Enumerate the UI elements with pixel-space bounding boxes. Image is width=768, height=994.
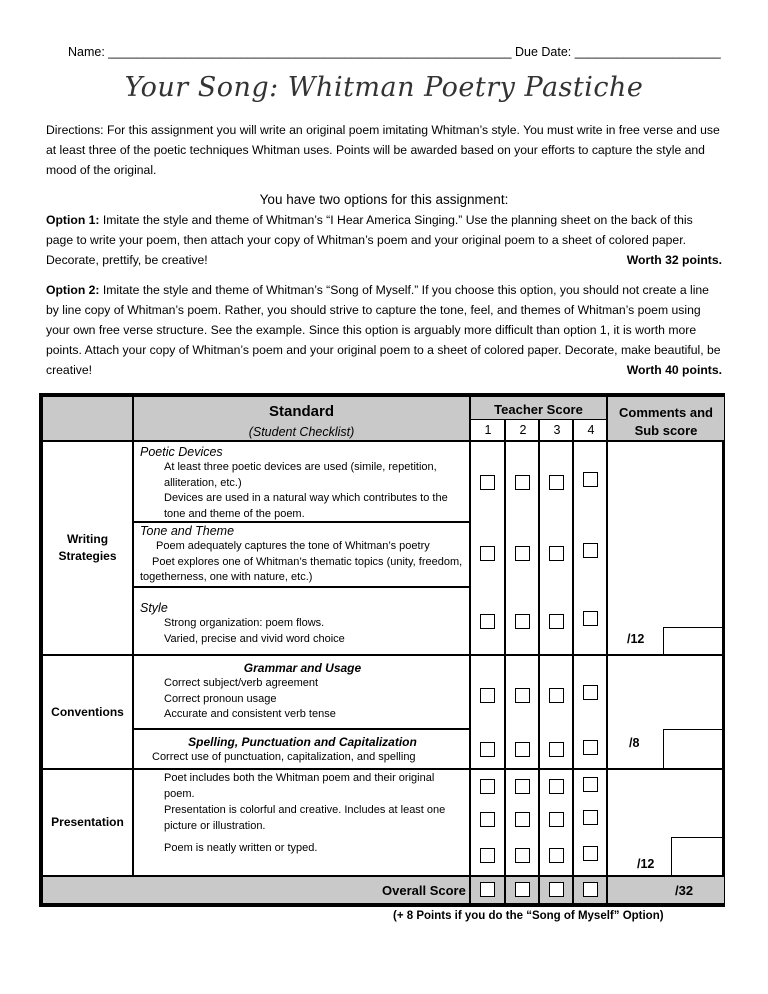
checkbox[interactable] (549, 688, 564, 703)
writing-comments (607, 441, 725, 655)
checkbox[interactable] (515, 882, 530, 897)
checkbox[interactable] (549, 475, 564, 490)
overall-score: /32 (675, 883, 694, 898)
score-col-2: 2 (505, 419, 539, 441)
checkbox[interactable] (549, 882, 564, 897)
name-label: Name: __________________________________________________________ (68, 45, 512, 59)
checkbox[interactable] (480, 848, 495, 863)
writing-strategies-label: Writing Strategies (42, 441, 133, 655)
list-item: Poem is neatly written or typed. (164, 842, 318, 854)
list-item: Correct use of punctuation, capitalization, and spelling (152, 751, 416, 763)
checkbox[interactable] (480, 614, 495, 629)
list-item: Poet includes both the Whitman poem and their original poem. (164, 772, 435, 800)
checkbox[interactable] (515, 688, 530, 703)
checkbox[interactable] (583, 810, 598, 825)
checkbox[interactable] (480, 779, 495, 794)
presentation-cell (133, 769, 470, 876)
checkbox[interactable] (583, 882, 598, 897)
option-1-lead: Option 1: (46, 213, 100, 227)
directions: Directions: For this assignment you will write an original poem imitating Whitman’s style. You must write in free verse and use at least three of the poetic techniques Whitman uses. Points will be awarded based on your efforts to capture the style and mood of the original. (46, 123, 720, 177)
list-item: Poem adequately captures the tone of Whitman’s poetry (156, 540, 430, 552)
option-1 (46, 210, 722, 270)
spelling-cell (133, 729, 470, 769)
checkbox[interactable] (549, 614, 564, 629)
checkbox[interactable] (480, 742, 495, 757)
style-title: Style (140, 601, 168, 615)
option-2-text: Imitate the style and theme of Whitman’s “Song of Myself.” If you choose this option, you should not create a line by line copy of Whitman’s poem. Rather, you should strive to capture the tone, feel, and themes of Whitman’s poem using your own free verse structure. See the example. Since this option is arguably more difficult than option 1, it is worth more points. Attach your copy of Whitman’s poem and your original poem to a sheet of colored paper. Decorate, make beautiful, be creative! (46, 283, 721, 377)
list-item: Presentation is colorful and creative. Includes at least one picture or illustration. (164, 804, 446, 832)
checkbox[interactable] (583, 777, 598, 792)
standard-title: Standard (268, 403, 334, 420)
checkbox[interactable] (515, 779, 530, 794)
rubric-table (39, 393, 725, 907)
checkbox[interactable] (480, 688, 495, 703)
presentation-score: /12 (637, 857, 655, 871)
checkbox[interactable] (480, 475, 495, 490)
checkbox[interactable] (515, 546, 530, 561)
checkbox[interactable] (549, 848, 564, 863)
checkbox[interactable] (480, 546, 495, 561)
score-col-3: 3 (539, 419, 573, 441)
list-item: Correct pronoun usage (164, 692, 277, 705)
grammar-title: Grammar and Usage (243, 661, 362, 675)
checkbox[interactable] (480, 812, 495, 827)
checkbox[interactable] (583, 472, 598, 487)
conventions-subscore-box (663, 729, 725, 769)
checkbox[interactable] (549, 812, 564, 827)
writing-subscore-box (663, 627, 725, 655)
due-date-label: Due Date: _____________________ (514, 45, 721, 59)
score-col-1: 1 (470, 419, 505, 441)
conventions-label: Conventions (42, 655, 133, 769)
overall-label: Overall Score (382, 883, 466, 898)
checkbox[interactable] (480, 882, 495, 897)
comments-title: Comments and Sub score (619, 405, 713, 438)
checkbox[interactable] (549, 742, 564, 757)
checkbox[interactable] (583, 846, 598, 861)
checkbox[interactable] (583, 543, 598, 558)
checkbox[interactable] (515, 614, 530, 629)
list-item: Correct subject/verb agreement (164, 677, 319, 689)
teacher-score-title: Teacher Score (494, 402, 583, 417)
option-2-lead: Option 2: (46, 283, 100, 297)
list-item: Accurate and consistent verb tense (164, 708, 336, 720)
bonus-footnote: (+ 8 Points if you do the “Song of Myself” Option) (393, 910, 664, 922)
tone-theme-title: Tone and Theme (140, 524, 235, 538)
presentation-label: Presentation (42, 769, 133, 876)
list-item: At least three poetic devices are used (simile, repetition, alliteration, etc.) (164, 461, 437, 489)
poetic-devices-title: Poetic Devices (140, 445, 223, 459)
option-1-worth: Worth 32 points. (626, 253, 722, 267)
option-2-worth: Worth 40 points. (626, 363, 722, 377)
list-item: Devices are used in a natural way which contributes to the tone and theme of the poem. (164, 492, 448, 520)
list-item: Poet explores one of Whitman’s thematic topics (unity, freedom, togetherness, one with nature, etc.) (140, 555, 463, 583)
score-col-4: 4 (573, 419, 607, 441)
checkbox[interactable] (549, 779, 564, 794)
options-heading: You have two options for this assignment: (259, 192, 509, 207)
checkbox[interactable] (515, 848, 530, 863)
poetic-devices-cell (133, 441, 470, 522)
list-item: Varied, precise and vivid word choice (164, 632, 345, 645)
presentation-subscore-box (671, 837, 725, 876)
rubric-corner (42, 396, 133, 441)
comments-header (607, 396, 725, 441)
list-item: Strong organization: poem flows. (164, 617, 325, 629)
page-title: Your Song: Whitman Poetry Pastiche (124, 72, 644, 103)
checkbox[interactable] (549, 546, 564, 561)
writing-score: /12 (627, 632, 645, 646)
style-cell (133, 587, 470, 655)
checkbox[interactable] (515, 742, 530, 757)
checkbox[interactable] (583, 685, 598, 700)
spelling-title: Spelling, Punctuation and Capitalization (188, 735, 417, 749)
tone-theme-cell (133, 522, 470, 587)
standard-subtitle: (Student Checklist) (248, 425, 355, 439)
standard-header (133, 396, 470, 441)
option-1-text: Imitate the style and theme of Whitman’s “I Hear America Singing.” Use the planning sheet on the back of this page to write your poem, then attach your copy of Whitman’s poem and your original poem to a sheet of colored paper. Decorate, prettify, be creative! (46, 213, 693, 267)
grammar-cell (133, 655, 470, 729)
checkbox[interactable] (515, 812, 530, 827)
checkbox[interactable] (515, 475, 530, 490)
conventions-score: /8 (629, 736, 640, 750)
name-due-line (68, 45, 721, 59)
checkbox[interactable] (583, 611, 598, 626)
option-2 (46, 280, 722, 380)
checkbox[interactable] (583, 740, 598, 755)
